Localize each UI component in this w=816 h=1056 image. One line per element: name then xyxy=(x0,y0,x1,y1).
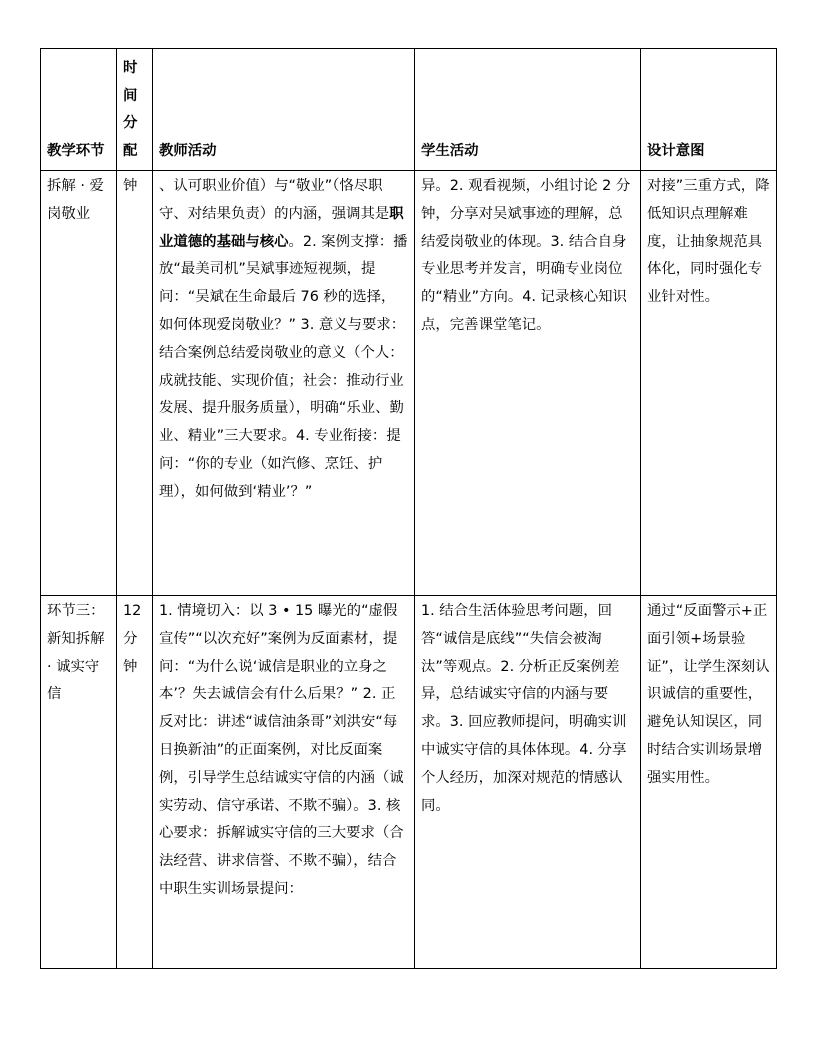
cell-design-intent: 通过“反面警示+正面引领+场景验证”，让学生深刻认识诚信的重要性，避免认知误区，同时结合实训场景增强实用性。 xyxy=(641,596,777,969)
table-row xyxy=(41,171,777,596)
cell-teacher-activity: 1. 情境切入：以 3 • 15 曝光的“虚假宣传”“以次充好”案例为反面素材，提问：“为什么说‘诚信是职业的立身之本’？失去诚信会有什么后果？” 2. 正反对比：讲述“诚信油条哥”刘洪安“每日换新油”的正面案例，对比反面案例，引导学生总结诚实守信的内涵（诚实劳动、信守承诺、不欺不骗）。3. 核心要求：拆解诚实守信的三大要求（合法经营、讲求信誉、不欺不骗），结合中职生实训场景提问： xyxy=(153,596,415,969)
teacher-text-part: 、认可职业价值）与“敬业”（恪尽职守、对结果负责）的内涵，强调其是 xyxy=(159,178,390,222)
teacher-text-part: 。2. 案例支撑：播放“最美司机”吴斌事迹短视频，提问：“吴斌在生命最后 76 秒的选择，如何体现爱岗敬业？” 3. 意义与要求：结合案例总结爱岗敬业的意义（个人：成就技能、实现价值；社会：推动行业发展、提升服务质量），明确“乐业、勤业、精业”三大要求。4. 专业衔接：提问：“你的专业（如汽修、烹饪、护理），如何做到‘精业’？” xyxy=(159,233,408,500)
cell-stage: 拆解 · 爱岗敬业 xyxy=(41,171,117,596)
header-teacher-activity: 教师活动 xyxy=(153,49,415,171)
cell-teacher-activity xyxy=(153,171,415,596)
table-row xyxy=(41,596,777,969)
cell-time: 钟 xyxy=(117,171,153,596)
lesson-plan-table xyxy=(40,48,777,969)
cell-time: 12 分钟 xyxy=(117,596,153,969)
cell-design-intent: 对接”三重方式，降低知识点理解难度，让抽象规范具体化，同时强化专业针对性。 xyxy=(641,171,777,596)
cell-student-activity: 异。2. 观看视频，小组讨论 2 分钟，分享对吴斌事迹的理解，总结爱岗敬业的体现。3. 结合自身专业思考并发言，明确专业岗位的“精业”方向。4. 记录核心知识点，完善课堂笔记。 xyxy=(415,171,641,596)
header-time: 时间分配 xyxy=(117,49,153,171)
header-student-activity: 学生活动 xyxy=(415,49,641,171)
table-header-row xyxy=(41,49,777,171)
teacher-text-bold: 职业道德的基础与核心 xyxy=(159,205,404,250)
cell-stage: 环节三：新知拆解 · 诚实守信 xyxy=(41,596,117,969)
header-design-intent: 设计意图 xyxy=(641,49,777,171)
header-stage: 教学环节 xyxy=(41,49,117,171)
cell-student-activity: 1. 结合生活体验思考问题，回答“诚信是底线”“失信会被淘汰”等观点。2. 分析正反案例差异，总结诚实守信的内涵与要求。3. 回应教师提问，明确实训中诚实守信的具体体现。4. 分享个人经历，加深对规范的情感认同。 xyxy=(415,596,641,969)
